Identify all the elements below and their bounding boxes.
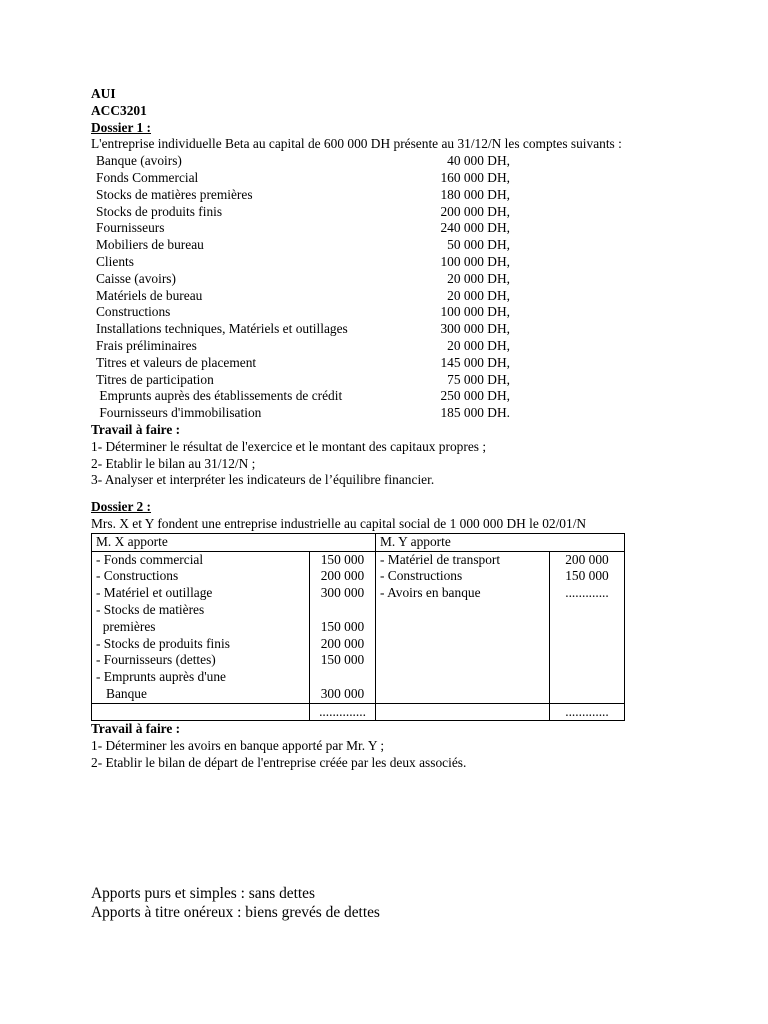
account-row <box>91 204 675 221</box>
account-amount: 100 000 DH, <box>440 304 510 320</box>
account-amount: 50 000 DH, <box>447 237 510 253</box>
footnotes <box>91 884 380 922</box>
account-name: Fournisseurs <box>96 220 165 236</box>
y-items-cell: - Matériel de transport - Constructions - Avoirs en banque <box>380 551 501 601</box>
account-name: Titres de participation <box>96 371 214 387</box>
x-contributions-header: M. X apporte <box>92 533 376 551</box>
account-name: Caisse (avoirs) <box>96 270 176 286</box>
account-row <box>91 288 675 305</box>
account-row <box>91 237 675 254</box>
account-amount: 160 000 DH, <box>440 169 510 185</box>
contributions-table <box>91 533 625 722</box>
y-contributions-header: M. Y apporte <box>376 533 625 551</box>
account-name: Stocks de matières premières <box>96 186 253 202</box>
table-header-row <box>92 533 625 551</box>
account-name: Frais préliminaires <box>96 337 197 353</box>
account-name: Emprunts auprès des établissements de crédit <box>96 388 343 404</box>
account-row <box>91 153 675 170</box>
account-name: Stocks de produits finis <box>96 203 223 219</box>
account-name: Matériels de bureau <box>96 287 203 303</box>
account-name: Banque (avoirs) <box>96 153 182 169</box>
account-row <box>91 355 675 372</box>
account-amount: 75 000 DH, <box>447 371 510 387</box>
header-institution: AUI <box>91 86 116 101</box>
account-amount: 20 000 DH, <box>447 337 510 353</box>
account-row <box>91 321 675 338</box>
account-name: Fournisseurs d'immobilisation <box>96 405 262 421</box>
y-total-cell: ............. <box>550 703 625 721</box>
account-name: Mobiliers de bureau <box>96 237 204 253</box>
task-item: 3- Analyser et interpréter les indicateurs de l’équilibre financier. <box>91 472 435 488</box>
x-items-cell: - Fonds commercial - Constructions - Matériel et outillage - Stocks de matières premières - Stocks de produits finis - Fournisseurs (dettes) - Emprunts auprès d'une Banque <box>96 551 230 701</box>
note-line: Apports à titre onéreux : biens grevés de dettes <box>91 904 380 921</box>
task-item: 1- Déterminer les avoirs en banque apporté par Mr. Y ; <box>91 738 385 754</box>
account-amount: 20 000 DH, <box>447 287 510 303</box>
account-name: Titres et valeurs de placement <box>96 354 257 370</box>
account-name: Clients <box>96 253 134 269</box>
header-course-code: ACC3201 <box>91 102 147 118</box>
account-name: Fonds Commercial <box>96 169 199 185</box>
document-page <box>91 86 675 772</box>
account-row <box>91 271 675 288</box>
dossier2-title: Dossier 2 : <box>91 499 152 515</box>
account-amount: 180 000 DH, <box>440 186 510 202</box>
account-amount: 300 000 DH, <box>440 321 510 337</box>
dossier1-work-title: Travail à faire : <box>91 421 181 437</box>
account-row <box>91 304 675 321</box>
task-item: 2- Etablir le bilan au 31/12/N ; <box>91 455 256 471</box>
account-amount: 145 000 DH, <box>440 354 510 370</box>
account-row <box>91 170 675 187</box>
account-row <box>91 372 675 389</box>
dossier1-title: Dossier 1 : <box>91 119 152 135</box>
account-amount: 100 000 DH, <box>440 253 510 269</box>
account-row <box>91 388 675 405</box>
account-row <box>91 338 675 355</box>
dossier1-intro: L'entreprise individuelle Beta au capital de 600 000 DH présente au 31/12/N les comptes suivants : <box>91 136 622 152</box>
account-name: Constructions <box>96 304 171 320</box>
account-row <box>91 220 675 237</box>
account-amount: 200 000 DH, <box>440 203 510 219</box>
table-total-row <box>92 703 625 721</box>
table-row <box>92 551 625 703</box>
account-amount: 240 000 DH, <box>440 220 510 236</box>
y-values-cell: 200 000 150 000 ............. <box>565 551 609 601</box>
x-values-cell: 150 000 200 000 300 000 150 000 200 000 150 000 300 000 <box>320 551 365 701</box>
dossier2-work-title: Travail à faire : <box>91 721 181 737</box>
account-amount: 250 000 DH, <box>440 388 510 404</box>
task-item: 2- Etablir le bilan de départ de l'entreprise créée par les deux associés. <box>91 755 467 771</box>
account-name: Installations techniques, Matériels et outillages <box>96 321 348 337</box>
account-amount: 185 000 DH. <box>440 405 510 421</box>
account-row <box>91 405 675 422</box>
dossier2-intro: Mrs. X et Y fondent une entreprise industrielle au capital social de 1 000 000 DH le 02/01/N <box>91 515 587 531</box>
account-amount: 40 000 DH, <box>447 153 510 169</box>
task-item: 1- Déterminer le résultat de l'exercice et le montant des capitaux propres ; <box>91 438 487 454</box>
x-total-cell: .............. <box>310 703 376 721</box>
account-amount: 20 000 DH, <box>447 270 510 286</box>
account-row <box>91 187 675 204</box>
note-line: Apports purs et simples : sans dettes <box>91 885 315 902</box>
account-row <box>91 254 675 271</box>
dossier1-accounts-list <box>91 153 675 422</box>
